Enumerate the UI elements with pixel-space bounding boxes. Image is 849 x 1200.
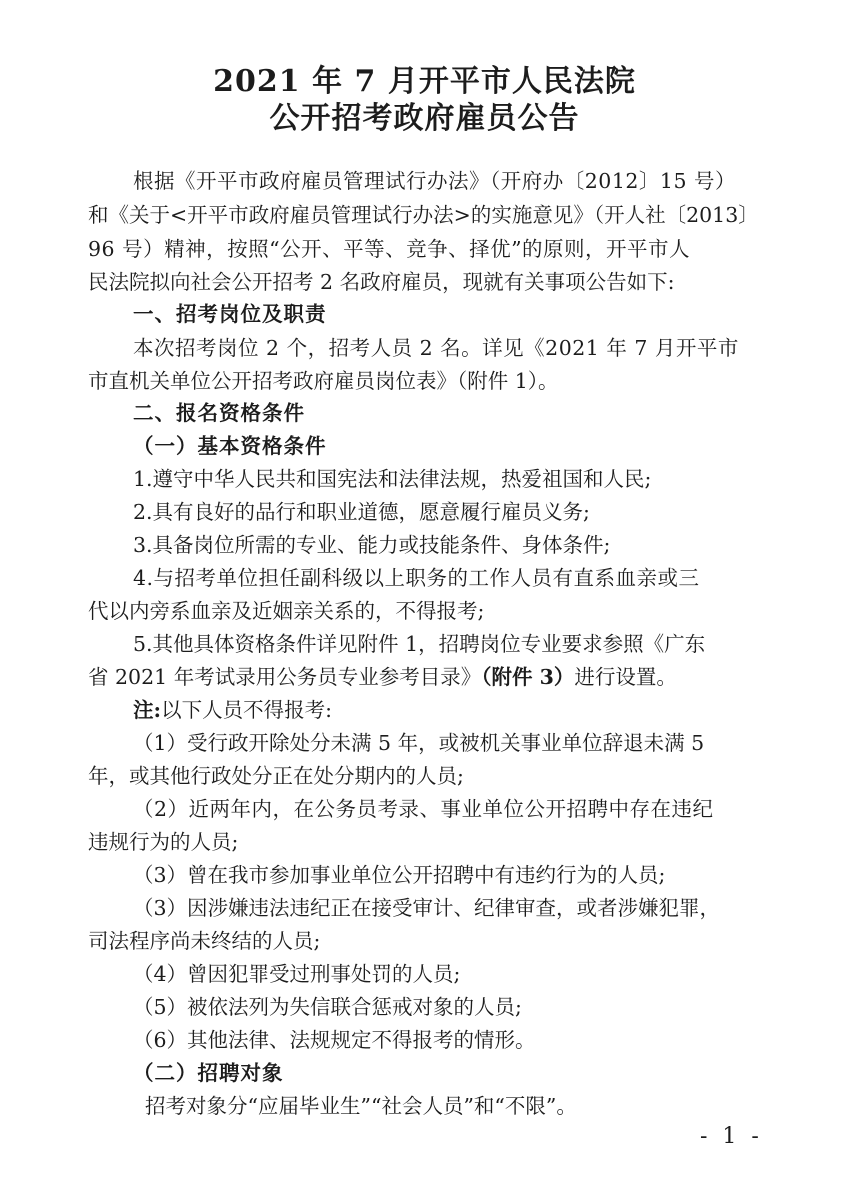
section-heading: 一、招考岗位及职责 bbox=[133, 302, 327, 326]
list-item: （1）受行政开除处分未满 5 年，或被机关事业单位辞退未满 5 bbox=[133, 731, 705, 755]
paragraph-line: 民法院拟向社会公开招考 2 名政府雇员，现就有关事项公告如下: bbox=[88, 270, 675, 294]
list-item: 年，或其他行政处分正在处分期内的人员; bbox=[88, 764, 464, 788]
note-label: 注: bbox=[133, 698, 162, 722]
subsection-heading: （二）招聘对象 bbox=[133, 1061, 284, 1085]
list-item: 4.与招考单位担任副科级以上职务的工作人员有直系血亲或三 bbox=[133, 566, 700, 590]
page-number: - 1 - bbox=[700, 1124, 763, 1149]
note-text: 以下人员不得报考: bbox=[161, 698, 332, 722]
list-item: 5.其他具体资格条件详见附件 1，招聘岗位专业要求参照《广东 bbox=[133, 632, 706, 656]
note-line bbox=[133, 695, 332, 725]
paragraph-line: 根据《开平市政府雇员管理试行办法》（开府办〔2012〕15 号） bbox=[133, 169, 737, 193]
document-title-line-1: 2021 年 7 月开平市人民法院 bbox=[213, 64, 636, 99]
list-item: （2）近两年内，在公务员考录、事业单位公开招聘中存在违纪 bbox=[133, 797, 714, 821]
list-item bbox=[88, 662, 677, 692]
list-item: （4）曾因犯罪受过刑事处罚的人员; bbox=[133, 962, 461, 986]
list-item-text: 进行设置。 bbox=[574, 665, 677, 689]
list-item: 司法程序尚未终结的人员; bbox=[88, 929, 321, 953]
document-title-line-2: 公开招考政府雇员公告 bbox=[269, 101, 580, 136]
subsection-heading: （一）基本资格条件 bbox=[133, 434, 327, 458]
list-item: （6）其他法律、法规规定不得报考的情形。 bbox=[133, 1028, 536, 1052]
list-item: 代以内旁系血亲及近姻亲关系的，不得报考; bbox=[88, 599, 485, 623]
list-item-text: 省 2021 年考试录用公务员专业参考目录》 bbox=[88, 665, 482, 689]
paragraph-line: 和《关于<开平市政府雇员管理试行办法>的实施意见》（开人社〔2013〕 bbox=[88, 203, 759, 227]
paragraph-line: 市直机关单位公开招考政府雇员岗位表》（附件 1）。 bbox=[88, 369, 559, 393]
list-item: 3.具备岗位所需的专业、能力或技能条件、身体条件; bbox=[133, 533, 611, 557]
section-heading: 二、报名资格条件 bbox=[133, 401, 305, 425]
list-item: （5）被依法列为失信联合惩戒对象的人员; bbox=[133, 995, 522, 1019]
list-item: （3）因涉嫌违法违纪正在接受审计、纪律审查，或者涉嫌犯罪， bbox=[133, 896, 721, 920]
paragraph-line: 本次招考岗位 2 个，招考人员 2 名。详见《2021 年 7 月开平市 bbox=[133, 336, 739, 360]
list-item: （3）曾在我市参加事业单位公开招聘中有违约行为的人员; bbox=[133, 863, 666, 887]
paragraph-line: 招考对象分“应届毕业生”“社会人员”和“不限”。 bbox=[145, 1094, 577, 1118]
list-item: 2.具有良好的品行和职业道德，愿意履行雇员义务; bbox=[133, 500, 590, 524]
list-item: 违规行为的人员; bbox=[88, 830, 239, 854]
list-item: 1.遵守中华人民共和国宪法和法律法规，热爱祖国和人民; bbox=[133, 467, 652, 491]
attachment-reference: （附件 3） bbox=[481, 665, 575, 689]
paragraph-line: 96 号）精神，按照“公开、平等、竞争、择优”的原则，开平市人 bbox=[88, 237, 691, 261]
